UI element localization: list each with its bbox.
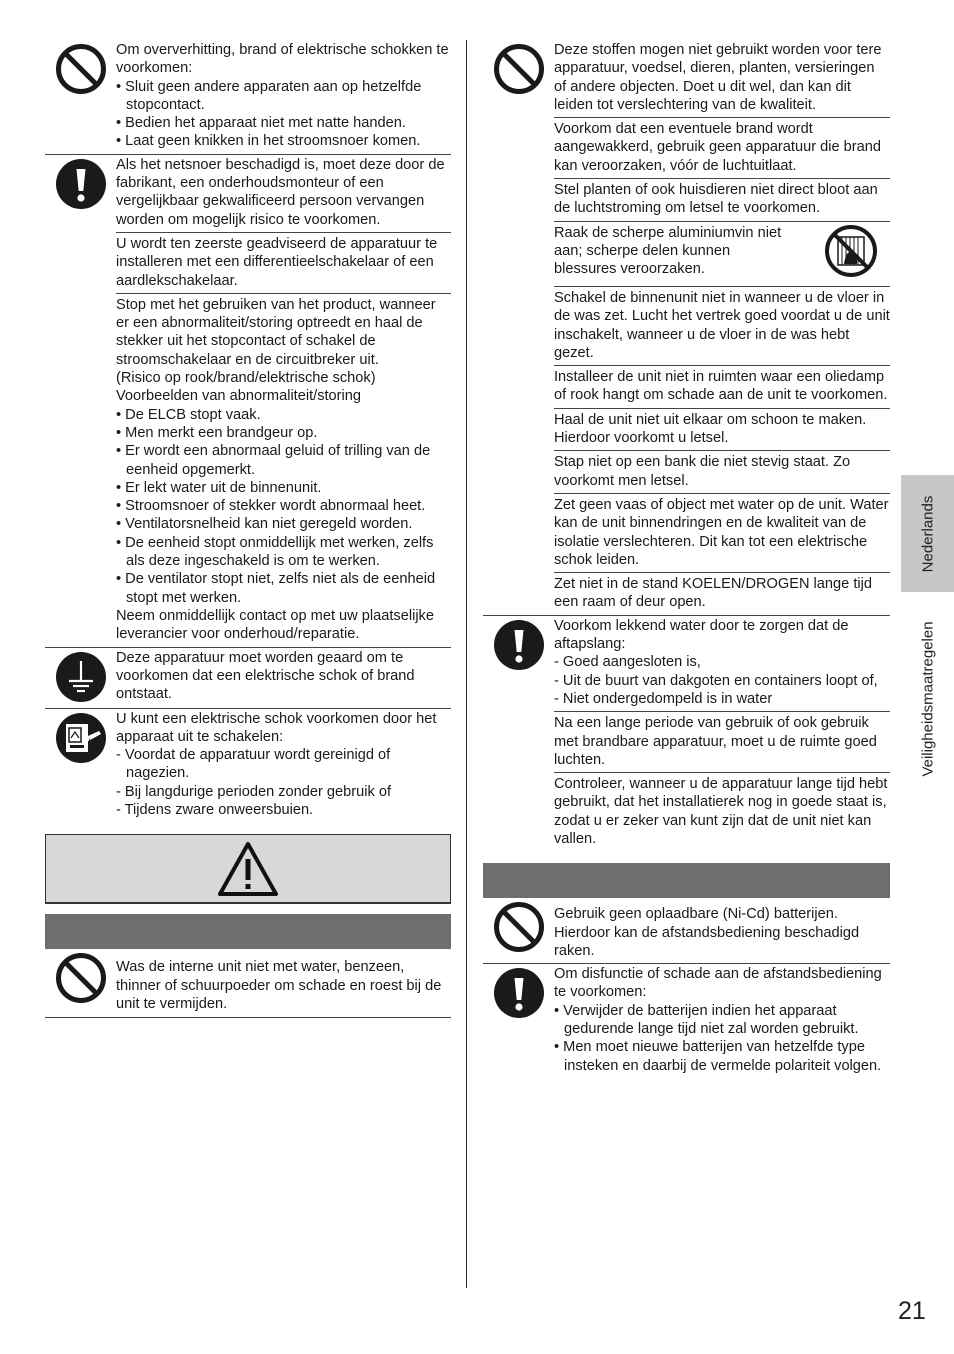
warning-text-section: Deze stoffen mogen niet gebruikt worden voor tere apparatuur, voedsel, dieren, planten, versieringen of andere objecten. Doet u dit wel, dan kan dit leiden tot verslechtering van de kwaliteit. — [554, 40, 890, 118]
prohibition-icon — [493, 898, 545, 963]
warning-text-section — [554, 773, 890, 851]
warning-banner — [45, 834, 451, 904]
warning-block — [483, 964, 890, 1078]
bullet-item: • Laat geen knikken in het stroomsnoer komen. — [116, 133, 421, 150]
no-touch-fin-icon — [824, 224, 878, 283]
warning-text: Gebruik geen oplaadbare (Ni-Cd) batterijen. Hierdoor kan de afstandsbediening beschadigd raken. — [554, 906, 860, 959]
bullet-item: - Tijdens zware onweersbuien. — [116, 801, 314, 818]
text-line: Voorbeelden van abnormaliteit/storing — [116, 388, 362, 405]
bullet-item: • Verwijder de batterijen indien het apparaat gedurende lange tijd niet zal worden gebruikt. — [554, 1002, 859, 1038]
bullet-item: - Goed aangesloten is, — [554, 654, 701, 671]
section-header-bar — [483, 863, 890, 898]
bullet-item: • De eenheid stopt onmiddellijk met werken, zelfs als deze ingeschakeld is om te werken. — [116, 534, 434, 570]
column-divider — [466, 40, 467, 1288]
bullet-item: • De ELCB stopt vaak. — [116, 406, 261, 423]
mandatory-icon — [55, 155, 107, 647]
warning-text-section: Zet geen vaas of object met water op de unit. Water kan de unit binnendringen en de kwaliteit van de isolatie verslechteren. Dit kan tot een elektrische schok leiden. — [554, 494, 890, 573]
text-line: (Risico op rook/brand/elektrische schok) — [116, 370, 376, 387]
prohibition-icon — [55, 40, 107, 154]
left-warning-blocks — [45, 40, 451, 822]
warning-block — [45, 709, 451, 823]
text-line: U kunt een elektrische schok voorkomen door het apparaat uit te schakelen: — [116, 710, 437, 745]
warning-block — [45, 40, 451, 155]
warning-text: Raak de scherpe aluminiumvin niet aan; scherpe delen kunnen blessures veroorzaken. — [554, 224, 782, 278]
bullet-item: • Er wordt een abnormaal geluid of trilling van de eenheid opgemerkt. — [116, 443, 431, 478]
bullet-item: • Ventilatorsnelheid kan niet geregeld worden. — [116, 516, 413, 533]
text-line: Voorkom lekkend water door te zorgen dat de aftapslang: — [554, 617, 849, 653]
warning-text-section: Voorkom dat een eventuele brand wordt aangewakkerd, gebruik geen apparatuur die brand kan veroorzaken, vóór de luchtuitlaat. — [554, 118, 890, 179]
warning-text-section — [116, 294, 451, 647]
bullet-item: • Er lekt water uit de binnenunit. — [116, 479, 322, 496]
warning-text-section — [554, 222, 890, 287]
bullet-item: • Men merkt een brandgeur op. — [116, 424, 318, 441]
warning-text-section — [116, 233, 451, 294]
text-line: U wordt ten zeerste geadviseerd de apparatuur te installeren met een differentieelschakelaar of een aardlekschakelaar. — [116, 235, 438, 289]
warning-text-section — [554, 616, 890, 712]
warning-block — [45, 155, 451, 648]
text-line: Om disfunctie of schade aan de afstandsbediening te voorkomen: — [554, 966, 882, 1001]
section-header-bar — [45, 914, 451, 949]
warning-text-section: Installeer de unit niet in ruimten waar een oliedamp of rook hangt om schade aan de unit te voorkomen. — [554, 366, 890, 409]
warning-block — [45, 648, 451, 709]
warning-text: Was de interne unit niet met water, benzeen, thinner of schuurpoeder om schade en roest bij de unit te vermijden. — [116, 959, 442, 1012]
bullet-item: - Voordat de apparatuur wordt gereinigd of nagezien. — [116, 747, 391, 782]
page-number: 21 — [898, 1297, 926, 1325]
warning-text-section — [116, 155, 451, 233]
unplug-icon — [55, 709, 107, 823]
warning-text-section: Schakel de binnenunit niet in wanneer u de vloer in de was zet. Lucht het vertrek goed voordat u de unit inschakelt, wanneer u de vloer in de was hebt gezet. — [554, 287, 890, 366]
bullet-item: - Niet ondergedompeld is in water — [554, 690, 773, 707]
ground-icon — [55, 648, 107, 708]
bullet-item: - Uit de buurt van dakgoten en containers loopt of, — [554, 672, 878, 689]
warning-text-section — [116, 40, 451, 154]
warning-block — [483, 898, 890, 964]
prohibition-icon — [55, 949, 107, 1017]
warning-text-section: Zet niet in de stand KOELEN/DROGEN lange tijd een raam of deur open. — [554, 576, 872, 611]
warning-block — [483, 40, 890, 616]
text-line: Controleer, wanneer u de apparatuur lange tijd hebt gebruikt, dat het installatierek nog in goede staat is, zodat u er zeker van kunt zijn dat de unit niet kan vallen. — [554, 776, 888, 847]
warning-text-section — [554, 712, 890, 773]
right-column — [483, 40, 890, 1078]
language-tab — [901, 475, 954, 592]
bullet-item: • Bedien het apparaat niet met natte handen. — [116, 115, 406, 132]
left-column — [45, 40, 451, 1018]
bullet-item: - Bij langdurige perioden zonder gebruik of — [116, 783, 392, 800]
text-line: Na een lange periode van gebruik of ook gebruik met brandbare apparatuur, moet u de ruimte goed luchten. — [554, 715, 877, 768]
warning-text-section: Stap niet op een bank die niet stevig staat. Zo voorkomt men letsel. — [554, 451, 890, 494]
warning-text-section — [116, 648, 451, 707]
section-tab — [901, 596, 954, 802]
mandatory-icon — [493, 964, 545, 1078]
warning-text-section — [116, 709, 451, 823]
warning-text-section — [554, 964, 890, 1078]
bullet-item: • Stroomsnoer of stekker wordt abnormaal heet. — [116, 498, 426, 515]
prohibition-icon — [493, 40, 545, 615]
text-line: Deze apparatuur moet worden geaard om te voorkomen dat een elektrische schok of brand ontstaat. — [116, 649, 415, 703]
bullet-item: • Men moet nieuwe batterijen van hetzelfde type insteken en daarbij de vermelde polariteit volgen. — [554, 1039, 882, 1074]
mandatory-icon — [493, 616, 545, 852]
warning-text-section: Haal de unit niet uit elkaar om schoon te maken. Hierdoor voorkomt u letsel. — [554, 409, 890, 452]
text-line: Om oververhitting, brand of elektrische schokken te voorkomen: — [116, 42, 449, 77]
text-line: Neem onmiddellijk contact op met uw plaatselijke leverancier voor onderhoud/reparatie. — [116, 607, 434, 643]
bullet-item: • Sluit geen andere apparaten aan op hetzelfde stopcontact. — [116, 78, 422, 113]
language-tab-label: Nederlands — [919, 495, 936, 572]
section-tab-label: Veiligheidsmaatregelen — [919, 621, 936, 777]
warning-triangle-icon — [216, 840, 280, 898]
warning-block — [483, 616, 890, 852]
bullet-item: • De ventilator stopt niet, zelfs niet als de eenheid stopt met werken. — [116, 571, 436, 606]
warning-block — [45, 949, 451, 1018]
text-line: Als het netsnoer beschadigd is, moet deze door de fabrikant, een onderhoudsmonteur of een vergelijkbaar gekwalificeerd persoon vervangen worden om mogelijk risico te voorkomen. — [116, 156, 445, 228]
warning-text-section: Stel planten of ook huisdieren niet direct bloot aan de luchtstroming om letsel te voorkomen. — [554, 179, 890, 222]
text-line: Stop met het gebruiken van het product, wanneer er een abnormaliteit/storing optreedt en haal de stekker uit het stopcontact of schakel de stroomschakelaar en de circuitbreker uit. — [116, 296, 436, 368]
